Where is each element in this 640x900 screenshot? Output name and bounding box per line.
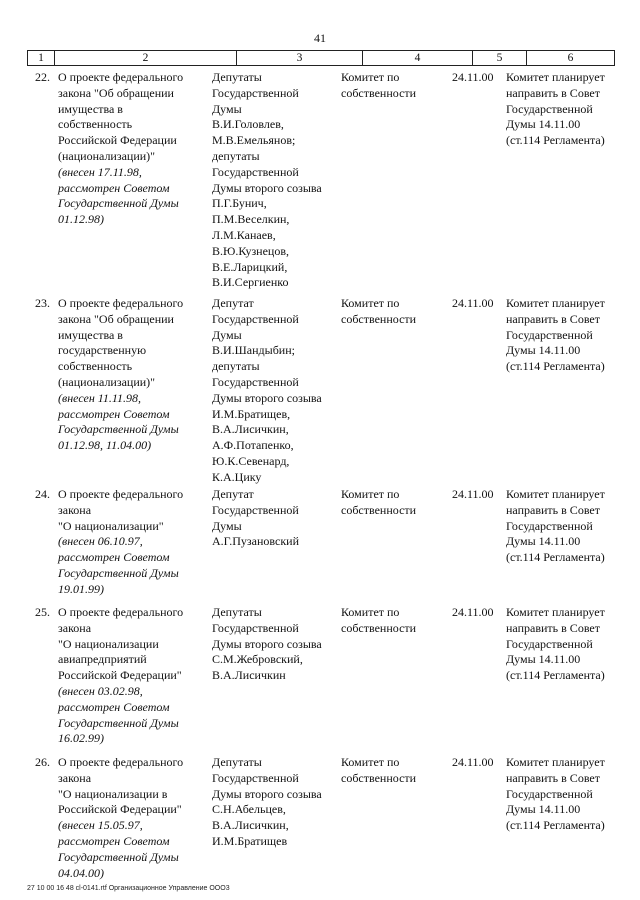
text-line: (ст.114 Регламента): [506, 818, 605, 833]
text-line: Государственной: [506, 636, 593, 651]
text-line: Думы 14.11.00: [506, 343, 581, 358]
text-line: Государственной: [506, 518, 593, 533]
text-line: Думы второго созыва: [212, 390, 322, 405]
note-line: рассмотрен Советом: [58, 699, 170, 714]
text-line: В.А.Лисичкин: [212, 668, 286, 683]
text-line: Государственной: [212, 311, 299, 326]
text-line: направить в Совет: [506, 502, 600, 517]
text-line: Комитет по: [341, 296, 400, 310]
text-line: государственную: [58, 343, 147, 358]
text-line: О проекте федерального: [58, 755, 184, 769]
note-line: рассмотрен Советом: [58, 833, 170, 848]
text-line: имущества в: [58, 101, 123, 116]
text-line: Комитет по: [341, 487, 400, 501]
authors-cell: [212, 605, 336, 684]
date-cell: 24.11.00: [452, 296, 494, 310]
note-line: (внесен 06.10.97,: [58, 534, 143, 549]
text-line: (ст.114 Регламента): [506, 668, 605, 683]
text-line: Российской Федерации": [58, 668, 182, 683]
bill-title-cell: [58, 487, 210, 598]
text-line: Депутаты: [212, 70, 262, 84]
plan-cell: [506, 296, 618, 375]
text-line: Думы второго созыва: [212, 636, 322, 651]
committee-cell: [341, 605, 451, 637]
bill-title-cell: [58, 70, 210, 228]
text-line: Государственной: [506, 327, 593, 342]
text-line: Комитет по: [341, 755, 400, 769]
authors-cell: [212, 296, 336, 486]
text-line: Л.М.Канаев,: [212, 227, 276, 242]
note-line: рассмотрен Советом: [58, 550, 170, 565]
text-line: М.В.Емельянов;: [212, 133, 296, 148]
text-line: (ст.114 Регламента): [506, 133, 605, 148]
text-line: Депутат: [212, 296, 254, 310]
plan-cell: [506, 70, 618, 149]
text-line: собственности: [341, 770, 417, 785]
note-line: (внесен 03.02.98,: [58, 683, 143, 698]
note-line: (внесен 17.11.98,: [58, 164, 142, 179]
text-line: П.Г.Бунич,: [212, 196, 267, 211]
note-line: (внесен 15.05.97,: [58, 818, 143, 833]
text-line: Комитет планирует: [506, 755, 605, 769]
footer-note: 27 10 00 16 48 cl-0141.rtf Организационное Управление ООО3: [27, 885, 230, 892]
text-line: В.А.Лисичкин,: [212, 818, 289, 833]
note-line: рассмотрен Советом: [58, 180, 170, 195]
header-col-3: 3: [237, 51, 363, 65]
text-line: А.Ф.Потапенко,: [212, 438, 294, 453]
text-line: (национализации)": [58, 374, 156, 389]
text-line: Думы 14.11.00: [506, 652, 581, 667]
text-line: Думы: [212, 518, 242, 533]
authors-cell: [212, 487, 336, 550]
authors-cell: [212, 755, 336, 850]
text-line: Депутаты: [212, 605, 262, 619]
date-cell: 24.11.00: [452, 755, 494, 769]
text-line: Комитет планирует: [506, 605, 605, 619]
bill-title-cell: [58, 296, 210, 454]
table-header: [27, 50, 615, 66]
text-line: Думы второго созыва: [212, 180, 322, 195]
text-line: направить в Совет: [506, 770, 600, 785]
committee-cell: [341, 296, 451, 328]
text-line: Думы: [212, 101, 242, 116]
note-line: рассмотрен Советом: [58, 406, 170, 421]
text-line: Государственной: [212, 374, 299, 389]
plan-cell: [506, 487, 618, 566]
text-line: Депутат: [212, 487, 254, 501]
committee-cell: [341, 70, 451, 102]
text-line: О проекте федерального: [58, 70, 184, 84]
date-cell: 24.11.00: [452, 70, 494, 84]
text-line: Комитет планирует: [506, 296, 605, 310]
text-line: Государственной: [212, 770, 299, 785]
note-line: Государственной Думы: [58, 196, 179, 211]
plan-cell: [506, 605, 618, 684]
row-number: 23.: [35, 296, 50, 310]
note-line: Государственной Думы: [58, 715, 179, 730]
committee-cell: [341, 487, 451, 519]
text-line: И.М.Братищев,: [212, 406, 291, 421]
text-line: В.Е.Ларицкий,: [212, 259, 288, 274]
note-line: 04.04.00): [58, 865, 104, 880]
text-line: Государственной: [212, 502, 299, 517]
text-line: "О национализации: [58, 636, 159, 651]
text-line: В.И.Головлев,: [212, 117, 284, 132]
text-line: Думы: [212, 327, 242, 342]
text-line: закона "Об обращении: [58, 311, 174, 326]
text-line: Государственной: [212, 85, 299, 100]
note-line: Государственной Думы: [58, 565, 179, 580]
text-line: депутаты: [212, 148, 260, 163]
text-line: "О национализации в: [58, 786, 168, 801]
text-line: (ст.114 Регламента): [506, 550, 605, 565]
header-col-5: 5: [473, 51, 527, 65]
text-line: С.Н.Абельцев,: [212, 802, 286, 817]
text-line: Депутаты: [212, 755, 262, 769]
row-number: 26.: [35, 755, 50, 769]
text-line: Государственной: [506, 786, 593, 801]
text-line: имущества в: [58, 327, 123, 342]
text-line: Думы 14.11.00: [506, 534, 581, 549]
note-line: Государственной Думы: [58, 422, 179, 437]
note-line: 01.12.98, 11.04.00): [58, 438, 152, 453]
text-line: Российской Федерации": [58, 802, 182, 817]
text-line: Российской Федерации: [58, 133, 177, 148]
plan-cell: [506, 755, 618, 834]
note-line: 16.02.99): [58, 731, 104, 746]
text-line: закона: [58, 770, 92, 785]
text-line: Думы 14.11.00: [506, 802, 581, 817]
text-line: собственность: [58, 117, 133, 132]
text-line: А.Г.Пузановский: [212, 534, 299, 549]
text-line: собственности: [341, 502, 417, 517]
date-cell: 24.11.00: [452, 605, 494, 619]
text-line: направить в Совет: [506, 620, 600, 635]
text-line: Комитет по: [341, 605, 400, 619]
text-line: П.М.Веселкин,: [212, 212, 290, 227]
text-line: закона "Об обращении: [58, 85, 174, 100]
header-col-1: 1: [28, 51, 55, 65]
text-line: (ст.114 Регламента): [506, 359, 605, 374]
text-line: К.А.Цику: [212, 469, 262, 484]
text-line: Комитет планирует: [506, 70, 605, 84]
text-line: О проекте федерального: [58, 605, 184, 619]
row-number: 25.: [35, 605, 50, 619]
text-line: Комитет планирует: [506, 487, 605, 501]
text-line: авиапредприятий: [58, 652, 147, 667]
row-number: 22.: [35, 70, 50, 84]
text-line: И.М.Братищев: [212, 833, 288, 848]
note-line: Государственной Думы: [58, 849, 179, 864]
text-line: "О национализации": [58, 518, 164, 533]
note-line: 01.12.98): [58, 212, 104, 227]
date-cell: 24.11.00: [452, 487, 494, 501]
text-line: направить в Совет: [506, 311, 600, 326]
note-line: 19.01.99): [58, 581, 104, 596]
text-line: закона: [58, 502, 92, 517]
page-number: 41: [314, 31, 326, 45]
text-line: закона: [58, 620, 92, 635]
text-line: В.И.Сергиенко: [212, 275, 289, 290]
text-line: собственности: [341, 85, 417, 100]
text-line: Государственной: [506, 101, 593, 116]
text-line: В.Ю.Кузнецов,: [212, 243, 290, 258]
text-line: депутаты: [212, 359, 260, 374]
text-line: Комитет по: [341, 70, 400, 84]
text-line: собственности: [341, 620, 417, 635]
text-line: В.А.Лисичкин,: [212, 422, 289, 437]
text-line: Государственной: [212, 164, 299, 179]
committee-cell: [341, 755, 451, 787]
text-line: В.И.Шандыбин;: [212, 343, 295, 358]
header-col-2: 2: [55, 51, 237, 65]
text-line: собственности: [341, 311, 417, 326]
text-line: Думы второго созыва: [212, 786, 322, 801]
text-line: (национализации)": [58, 148, 156, 163]
text-line: Думы 14.11.00: [506, 117, 581, 132]
authors-cell: [212, 70, 336, 291]
bill-title-cell: [58, 755, 210, 881]
bill-title-cell: [58, 605, 210, 747]
header-col-4: 4: [363, 51, 473, 65]
text-line: О проекте федерального: [58, 487, 184, 501]
row-number: 24.: [35, 487, 50, 501]
text-line: собственность: [58, 359, 133, 374]
note-line: (внесен 11.11.98,: [58, 390, 141, 405]
text-line: Ю.К.Севенард,: [212, 453, 290, 468]
text-line: С.М.Жебровский,: [212, 652, 303, 667]
text-line: Государственной: [212, 620, 299, 635]
text-line: направить в Совет: [506, 85, 600, 100]
header-col-6: 6: [567, 52, 574, 64]
text-line: О проекте федерального: [58, 296, 184, 310]
